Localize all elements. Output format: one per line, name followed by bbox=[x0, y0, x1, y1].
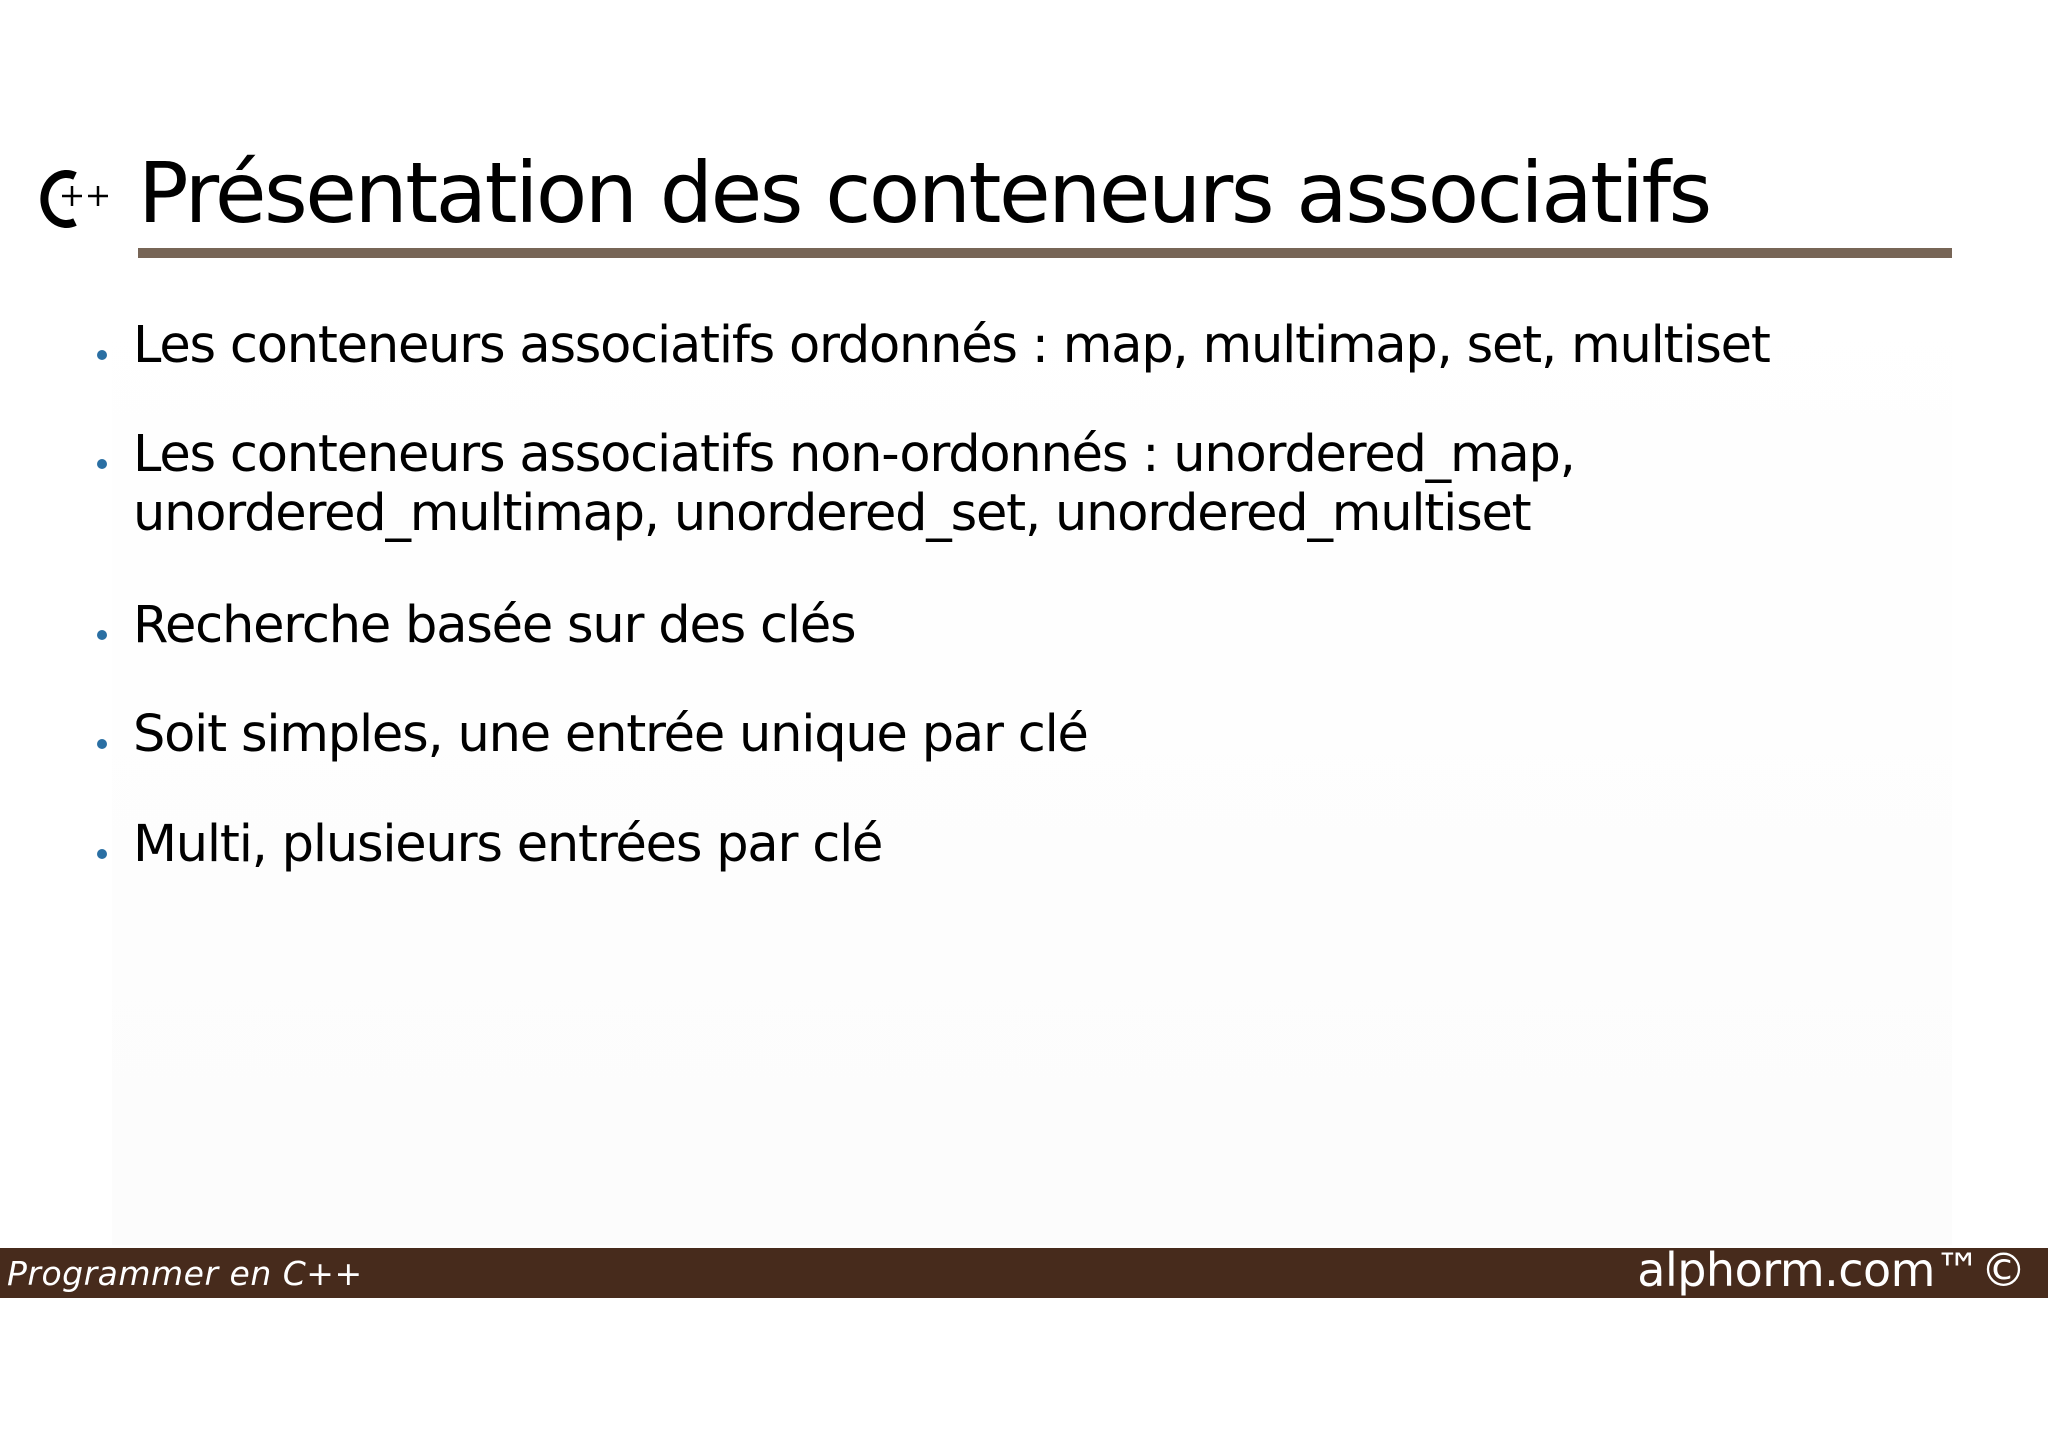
bullet-text: Recherche basée sur des clés bbox=[133, 596, 856, 655]
footer-bar bbox=[0, 1243, 2048, 1298]
slide-title: Présentation des conteneurs associatifs bbox=[138, 144, 1710, 242]
bullet-text: Les conteneurs associatifs ordonnés : map, multimap, set, multiset bbox=[133, 316, 1770, 375]
title-underline bbox=[138, 248, 1952, 258]
bullet-text: Multi, plusieurs entrées par clé bbox=[133, 815, 883, 874]
bullet-text-continuation: unordered_multimap, unordered_set, unordered_multiset bbox=[133, 484, 1531, 543]
cpp-logo-icon bbox=[28, 164, 118, 236]
bullet-text: Les conteneurs associatifs non-ordonnés : unordered_map, bbox=[133, 425, 1575, 484]
bullet-text: Soit simples, une entrée unique par clé bbox=[133, 705, 1088, 764]
bullet-marker bbox=[97, 739, 107, 749]
bullet-marker bbox=[97, 630, 107, 640]
bullet-marker bbox=[97, 459, 107, 469]
bullet-marker bbox=[97, 849, 107, 859]
brand-label: alphorm.com™© bbox=[1637, 1243, 2026, 1297]
bullet-marker bbox=[97, 350, 107, 360]
course-title: Programmer en C++ bbox=[7, 1254, 363, 1293]
